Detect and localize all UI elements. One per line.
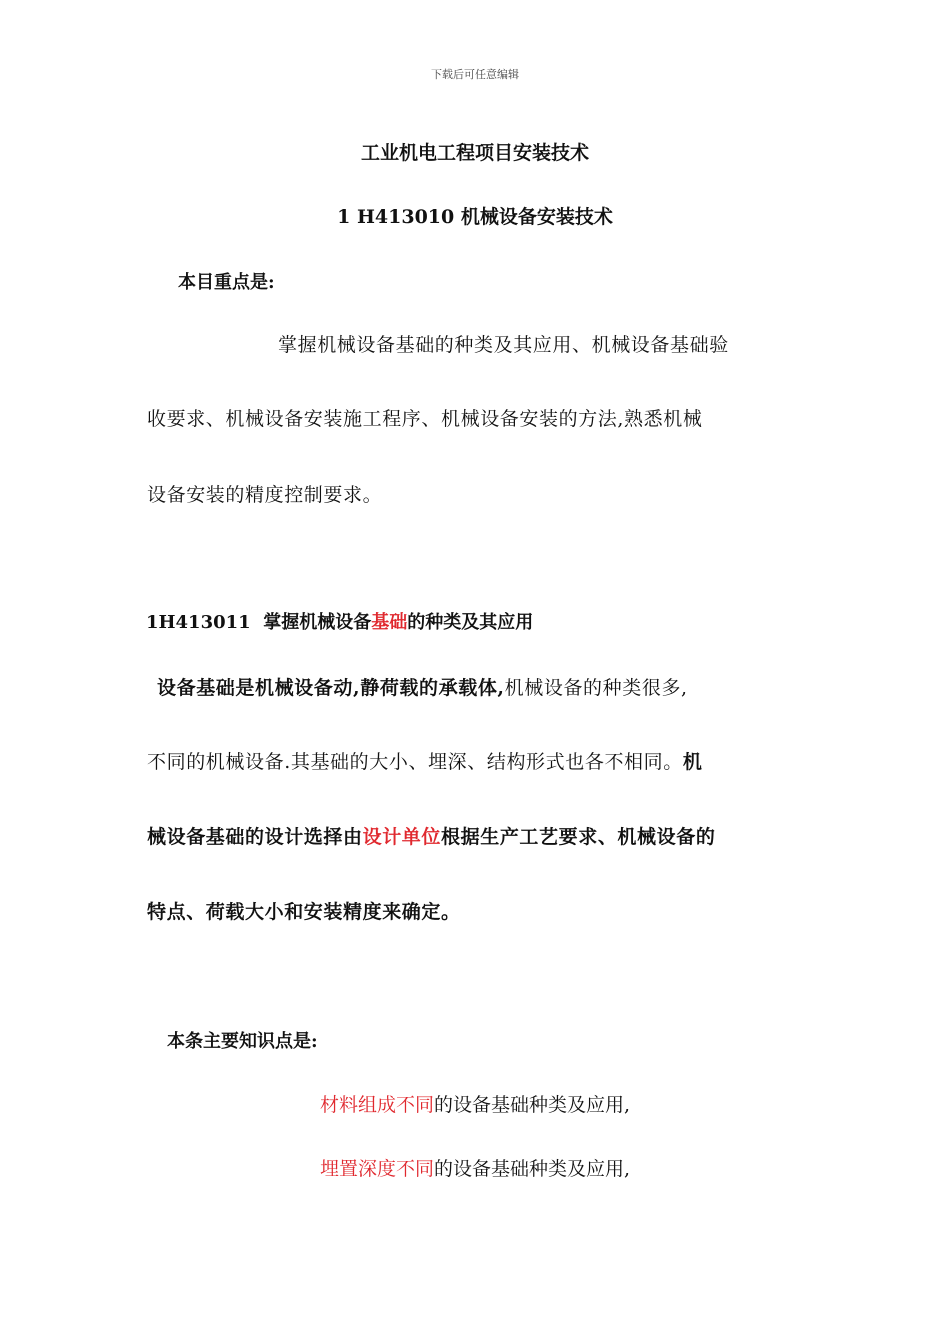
body-line-3-highlight: 设计单位 [362, 826, 442, 848]
section-code: 1H413011 [146, 612, 251, 633]
focus-line-2: 收要求、机械设备安装施工程序、机械设备安装的方法,熟悉机械 [147, 408, 703, 430]
section-title-highlight: 基础 [371, 612, 408, 633]
body-line-1 [157, 673, 688, 700]
section-title-before: 掌握机械设备 [263, 612, 372, 633]
document-subtitle: 1 H413010 机械设备安装技术 [337, 206, 613, 228]
document-title: 工业机电工程项目安装技术 [360, 142, 589, 164]
knowledge-item-1 [320, 1090, 630, 1117]
body-line-3-before: 械设备基础的设计选择由 [147, 826, 363, 848]
body-line-3 [147, 822, 715, 849]
section-heading [146, 608, 533, 634]
body-line-2 [147, 747, 702, 774]
focus-line-1: 掌握机械设备基础的种类及其应用、机械设备基础验 [278, 334, 729, 356]
knowledge-item-1-highlight: 材料组成不同 [320, 1094, 435, 1116]
body-line-1-normal: 机械设备的种类很多, [504, 677, 688, 699]
knowledge-item-2-highlight: 埋置深度不同 [320, 1158, 435, 1180]
knowledge-item-2-rest: 的设备基础种类及应用, [434, 1158, 631, 1180]
focus-line-3: 设备安装的精度控制要求。 [147, 484, 383, 506]
section-title-after: 的种类及其应用 [407, 612, 534, 633]
knowledge-item-1-rest: 的设备基础种类及应用, [434, 1094, 631, 1116]
page-header: 下载后可任意编辑 [431, 68, 519, 81]
knowledge-label: 本条主要知识点是: [167, 1031, 318, 1052]
focus-label: 本目重点是: [178, 272, 275, 293]
body-line-3-after: 根据生产工艺要求、机械设备的 [441, 826, 716, 848]
knowledge-item-2 [320, 1154, 630, 1181]
body-line-1-bold: 设备基础是机械设备动,静荷载的承载体, [157, 677, 505, 699]
body-line-2-normal: 不同的机械设备.其基础的大小、埋深、结构形式也各不相同。 [147, 751, 683, 773]
body-line-2-bold: 机 [682, 751, 703, 773]
body-line-4: 特点、荷载大小和安装精度来确定。 [147, 901, 461, 923]
